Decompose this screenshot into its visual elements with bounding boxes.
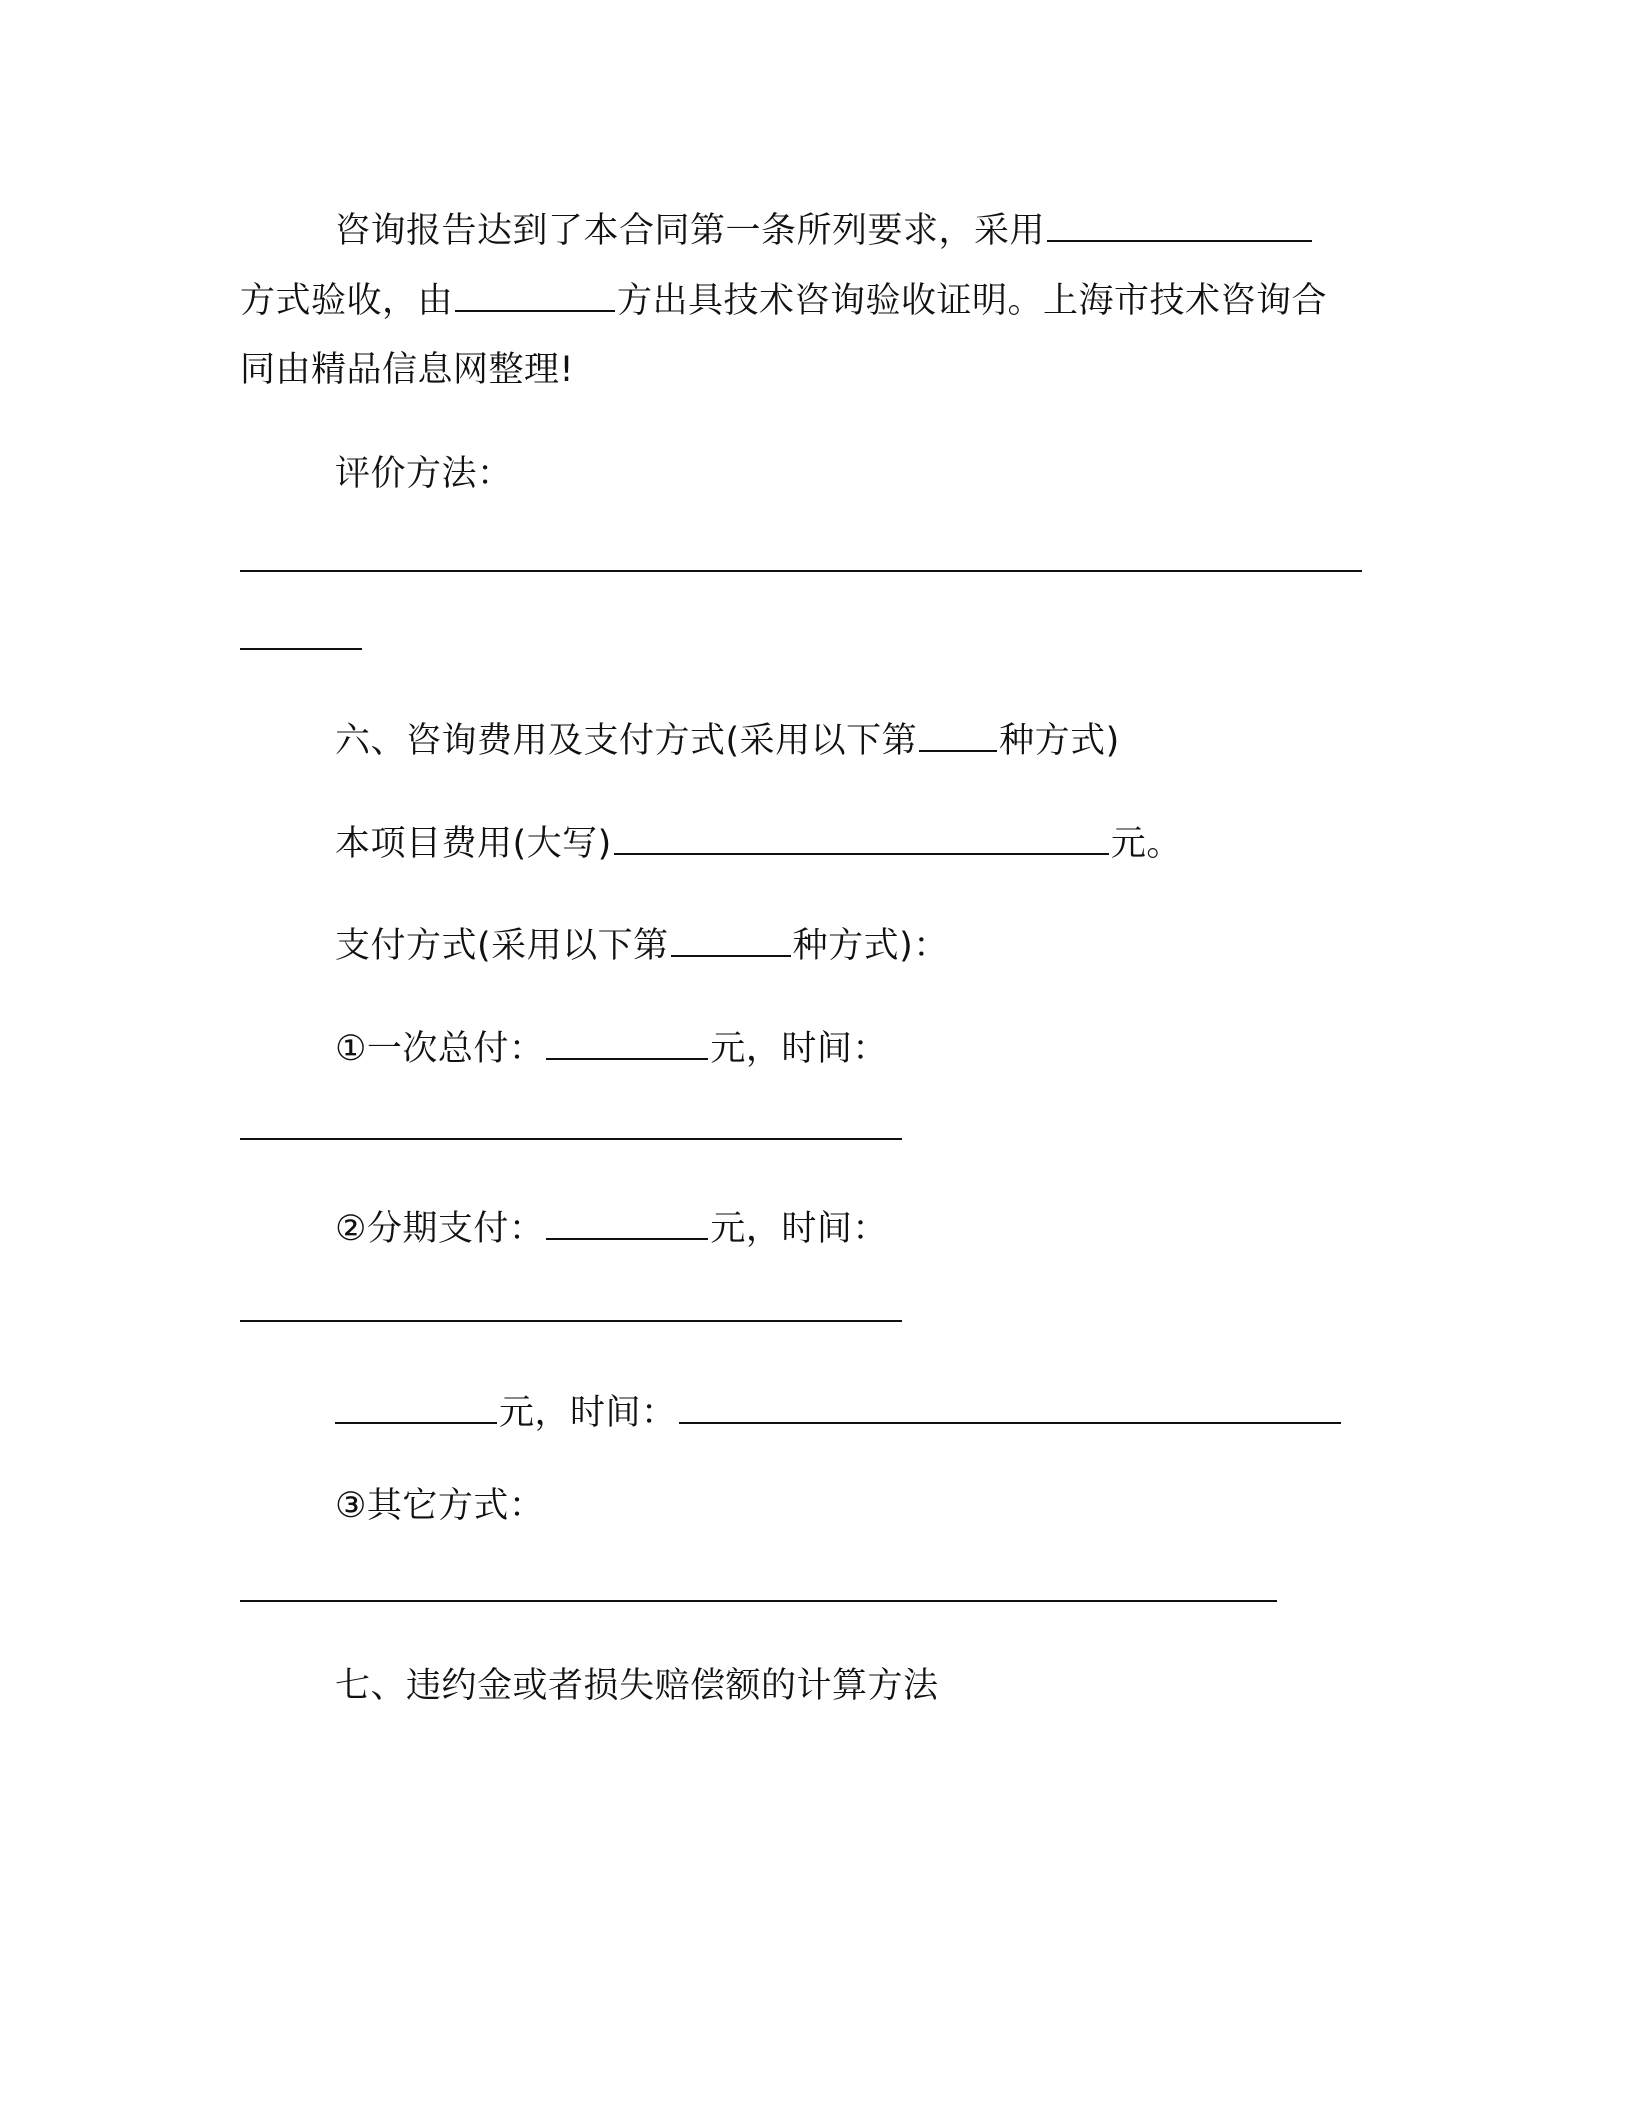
- evaluation-method-label: 评价方法：: [335, 454, 513, 494]
- section-6-choice-blank[interactable]: [919, 710, 997, 752]
- evaluation-blank-line-2: [240, 608, 362, 663]
- option-2-time-blank[interactable]: [240, 1280, 902, 1322]
- installment-time-blank[interactable]: [679, 1382, 1341, 1424]
- option-1-time-blank[interactable]: [240, 1098, 902, 1140]
- project-fee-unit: 元。: [1110, 824, 1182, 864]
- section-7-heading: [335, 1662, 939, 1710]
- option-2-line: [335, 1198, 888, 1253]
- evaluation-blank-2[interactable]: [240, 608, 362, 650]
- acceptance-text-2a: 方式验收，由: [240, 281, 454, 321]
- evaluation-blank-1[interactable]: [240, 530, 1362, 572]
- option-2-amount-blank[interactable]: [546, 1198, 708, 1240]
- payment-mode-blank[interactable]: [671, 915, 791, 957]
- acceptance-text-2b: 方出具技术咨询验收证明。上海市技术咨询合: [617, 281, 1328, 321]
- option-3-blank[interactable]: [240, 1560, 1277, 1602]
- option-1-label: ①一次总付：: [335, 1029, 545, 1069]
- installment-time-label: 元，时间：: [499, 1393, 677, 1433]
- option-1-time-line: [240, 1098, 902, 1153]
- evaluation-blank-line-1: [240, 530, 1362, 585]
- payment-mode-text-a: 支付方式(采用以下第: [335, 926, 669, 966]
- acceptance-line-2: [240, 270, 1327, 325]
- project-fee-blank[interactable]: [614, 813, 1109, 855]
- installment-line: [335, 1382, 1343, 1437]
- option-3-blank-line: [240, 1560, 1277, 1615]
- acceptance-line-3: [240, 346, 574, 394]
- section-7-text: 七、违约金或者损失赔偿额的计算方法: [335, 1666, 939, 1706]
- option-1-line: [335, 1018, 888, 1073]
- option-3-line: [335, 1482, 544, 1530]
- option-2-time-line: [240, 1280, 902, 1335]
- project-fee-label: 本项目费用(大写): [335, 824, 612, 864]
- payment-mode-text-b: 种方式)：: [792, 926, 949, 966]
- acceptance-text-1: 咨询报告达到了本合同第一条所列要求，采用: [335, 211, 1046, 251]
- acceptance-method-blank[interactable]: [1047, 200, 1312, 242]
- option-3-label: ③其它方式：: [335, 1486, 545, 1526]
- section-6-text-a: 六、咨询费用及支付方式(采用以下第: [335, 721, 918, 761]
- acceptance-text-3: 同由精品信息网整理!: [240, 350, 575, 390]
- payment-mode-line: [335, 915, 949, 970]
- acceptance-party-blank[interactable]: [455, 270, 615, 312]
- section-6-text-b: 种方式): [999, 721, 1120, 761]
- option-1-amount-blank[interactable]: [546, 1018, 708, 1060]
- option-2-label: ②分期支付：: [335, 1209, 545, 1249]
- section-6-heading: [335, 710, 1120, 765]
- option-2-time-label: 元，时间：: [710, 1209, 888, 1249]
- project-fee-line: [335, 813, 1182, 868]
- installment-amount-blank[interactable]: [335, 1382, 497, 1424]
- option-1-time-label: 元，时间：: [710, 1029, 888, 1069]
- evaluation-method-heading: [335, 450, 513, 498]
- acceptance-line-1: [335, 200, 1314, 255]
